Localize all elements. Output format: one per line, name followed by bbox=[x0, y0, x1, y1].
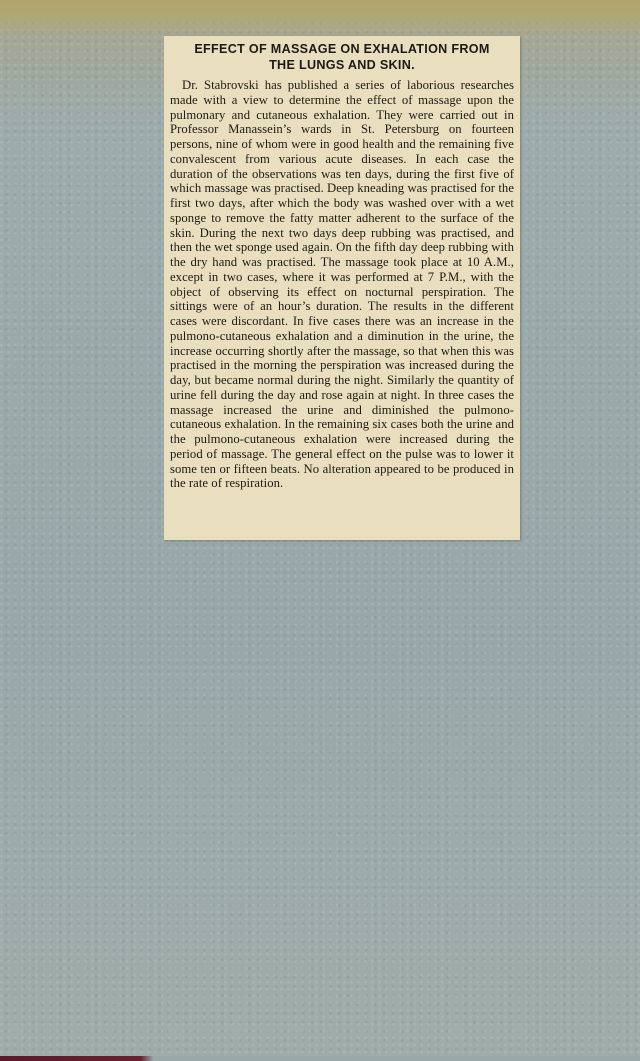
article-headline bbox=[170, 42, 514, 73]
article-body: Dr. Stabrovski has published a series of laborious researches made with a view to determine the effect of massage upon the pulmonary and cutaneous exhalation. They were carried out in Professor Manassein’s wards in St. Petersburg on fourteen persons, nine of whom were in good health and the remaining five convalescent from various acute diseases. In each case the duration of the observations was ten days, during the first five of which massage was practised. Deep kneading was practised for the first two days, after which the body was washed over with a wet sponge to remove the fatty matter adherent to the surface of the skin. During the next two days deep rubbing was practised, and then the wet sponge used again. On the fifth day deep rubbing with the dry hand was practised. The massage took place at 10 A.M., except in two cases, where it was performed at 7 P.M., with the object of observing its effect on nocturnal perspiration. The sittings were of an hour’s duration. The results in the different cases were discordant. In five cases there was an increase in the pulmono-cutaneous exhalation and a diminution in the urine, the increase occurring shortly after the massage, so that when this was practised in the morning the perspiration was increased during the day, but became normal during the night. Similarly the quantity of urine fell during the day and rose again at night. In three cases the massage increased the urine and diminished the pulmono-cutaneous exhalation. In the remaining six cases both the urine and the pulmono-cutaneous exhalation were increased during the period of massage. The general effect on the pulse was to lower it some ten or fifteen beats. No alteration appeared to be produced in the rate of respiration. bbox=[170, 78, 515, 491]
newspaper-clipping bbox=[164, 36, 520, 540]
headline-line-1: EFFECT OF MASSAGE ON EXHALATION FROM bbox=[194, 42, 490, 56]
page-bottom-edge bbox=[0, 1056, 640, 1061]
headline-line-2: THE LUNGS AND SKIN. bbox=[269, 57, 415, 72]
page-top-edge bbox=[0, 0, 640, 38]
